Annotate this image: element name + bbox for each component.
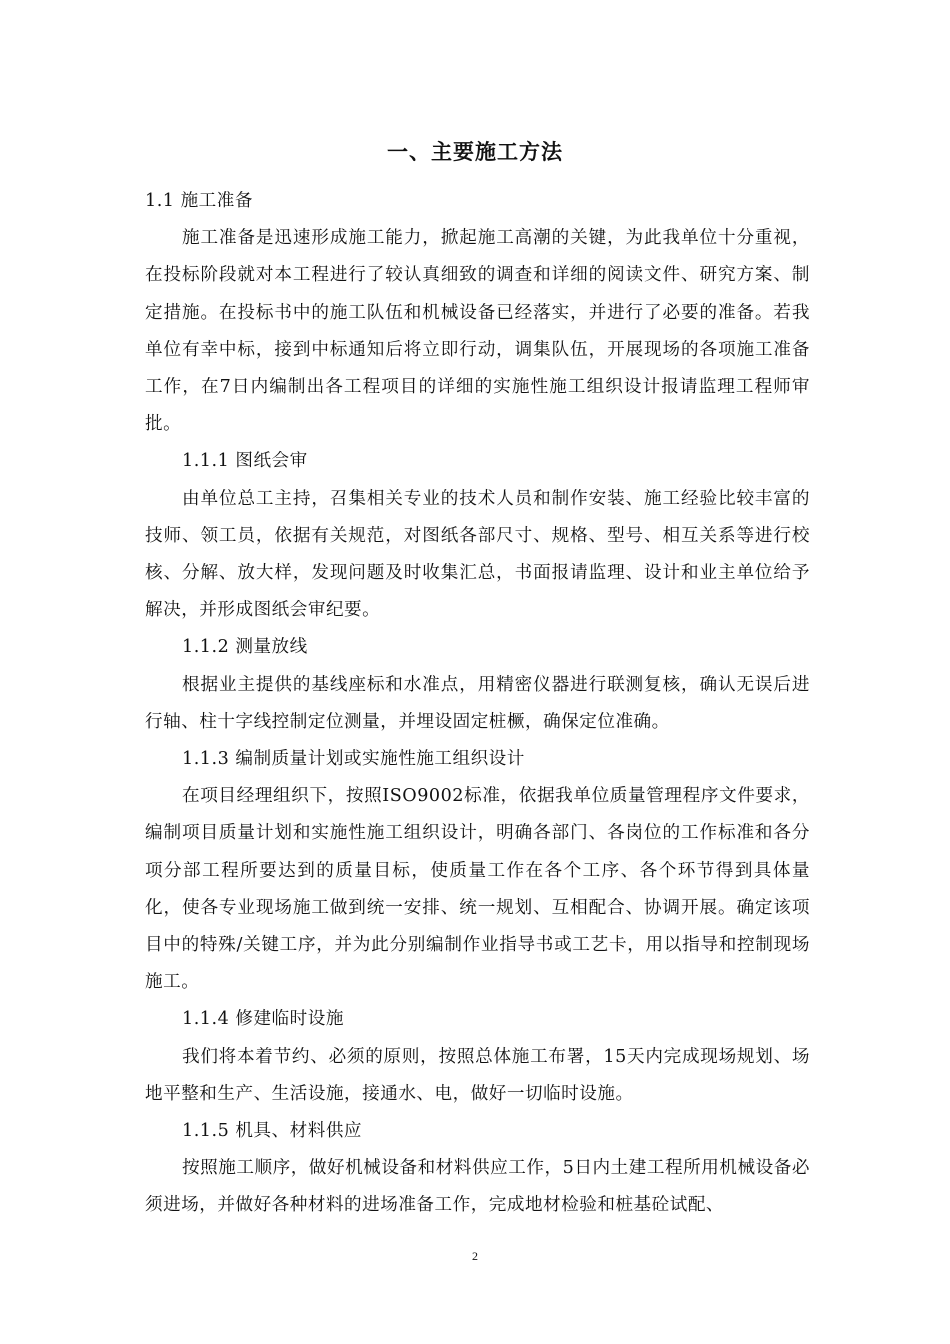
section-heading-1-1-1: 1.1.1 图纸会审 [182, 451, 308, 472]
section-heading-1-1-3: 1.1.3 编制质量计划或实施性施工组织设计 [182, 749, 525, 770]
section-paragraph-1-1-3: 在项目经理组织下，按照ISO9002标准，依据我单位质量管理程序文件要求，编制项目质量计划和实施性施工组织设计，明确各部门、各岗位的工作标准和各分项分部工程所要达到的质量目标，使质量工作在各个工序、各个环节得到具体量化，使各专业现场施工做到统一安排、统一规划、互相配合、协调开展。确定该项目中的特殊/关键工序，并为此分别编制作业指导书或工艺卡，用以指导和控制现场施工。 [145, 786, 810, 993]
page-number: 2 [472, 1249, 478, 1263]
page-title: 一、主要施工方法 [387, 140, 563, 164]
section-paragraph-1-1-2: 根据业主提供的基线座标和水准点，用精密仪器进行联测复核，确认无误后进行轴、柱十字线控制定位测量，并埋设固定桩橛，确保定位准确。 [145, 674, 810, 732]
section-paragraph-1-1-1: 由单位总工主持，召集相关专业的技术人员和制作安装、施工经验比较丰富的技师、领工员，依据有关规范，对图纸各部尺寸、规格、型号、相互关系等进行校核、分解、放大样，发现问题及时收集汇总，书面报请监理、设计和业主单位给予解决，并形成图纸会审纪要。 [145, 488, 810, 621]
section-paragraph-1-1-4: 我们将本着节约、必须的原则，按照总体施工布署，15天内完成现场规划、场地平整和生产、生活设施，接通水、电，做好一切临时设施。 [145, 1046, 810, 1104]
document-body [145, 183, 810, 1225]
section-paragraph-1-1: 施工准备是迅速形成施工能力，掀起施工高潮的关键，为此我单位十分重视，在投标阶段就对本工程进行了较认真细致的调查和详细的阅读文件、研究方案、制定措施。在投标书中的施工队伍和机械设备已经落实，并进行了必要的准备。若我单位有幸中标，接到中标通知后将立即行动，调集队伍，开展现场的各项施工准备工作，在7日内编制出各工程项目的详细的实施性施工组织设计报请监理工程师审批。 [145, 228, 810, 435]
section-heading-1-1-2: 1.1.2 测量放线 [182, 637, 308, 658]
section-heading-1-1: 1.1 施工准备 [145, 191, 253, 211]
section-paragraph-1-1-5: 按照施工顺序，做好机械设备和材料供应工作，5日内土建工程所用机械设备必须进场，并做好各种材料的进场准备工作，完成地材检验和桩基砼试配、 [145, 1158, 810, 1216]
section-heading-1-1-4: 1.1.4 修建临时设施 [182, 1009, 344, 1030]
section-heading-1-1-5: 1.1.5 机具、材料供应 [182, 1121, 363, 1142]
